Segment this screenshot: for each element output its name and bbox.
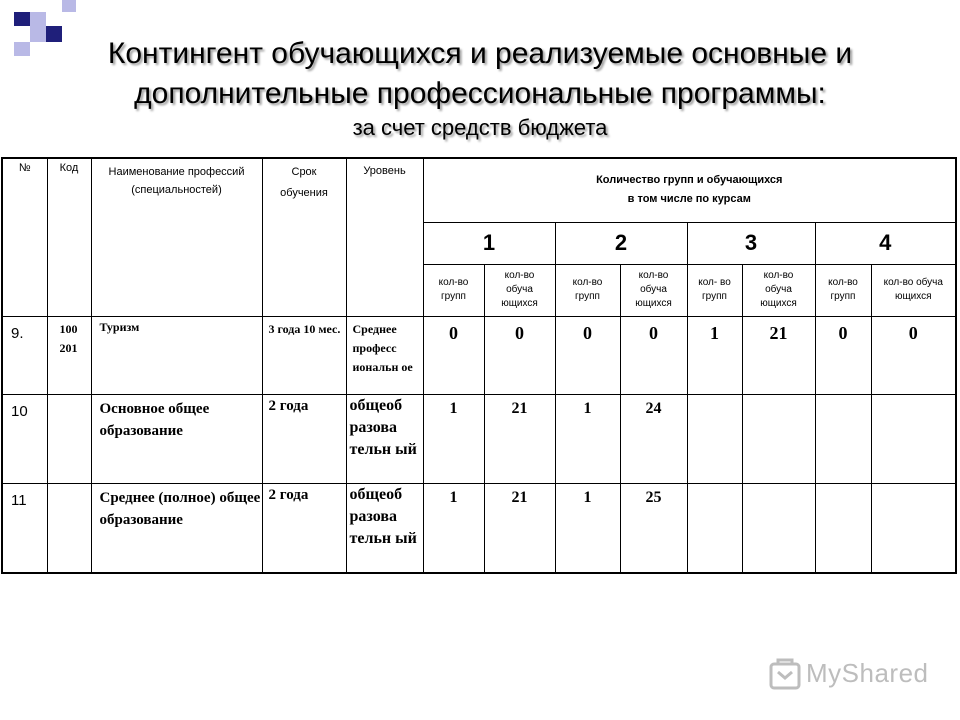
row-value bbox=[742, 394, 815, 483]
watermark-text: MyShared bbox=[806, 658, 929, 688]
header-code: Код bbox=[47, 158, 91, 316]
row-value bbox=[871, 483, 956, 573]
subheader-groups: кол-во групп bbox=[423, 264, 484, 316]
row-num: 11 bbox=[2, 483, 47, 573]
row-num: 9. bbox=[2, 316, 47, 394]
course-2: 2 bbox=[555, 222, 687, 264]
row-value: 25 bbox=[620, 483, 687, 573]
row-level: Среднее професс иональн ое bbox=[346, 316, 423, 394]
row-value: 21 bbox=[484, 483, 555, 573]
row-level: общеоб разова тельн ый bbox=[346, 483, 423, 573]
course-3: 3 bbox=[687, 222, 815, 264]
row-name: Основное общее образование bbox=[91, 394, 262, 483]
course-4: 4 bbox=[815, 222, 956, 264]
row-name: Туризм bbox=[91, 316, 262, 394]
header-level: Уровень bbox=[346, 158, 423, 316]
myshared-watermark bbox=[768, 656, 928, 696]
subheader-students: кол-во обуча ющихся bbox=[742, 264, 815, 316]
title-line-3: за счет средств бюджета bbox=[352, 115, 608, 140]
course-1: 1 bbox=[423, 222, 555, 264]
header-quantity-line1: Количество групп и обучающихся bbox=[596, 174, 783, 187]
row-value: 21 bbox=[742, 316, 815, 394]
row-value bbox=[815, 483, 871, 573]
row-code bbox=[47, 483, 91, 573]
row-value: 1 bbox=[423, 483, 484, 573]
row-duration: 2 года bbox=[262, 394, 346, 483]
row-name: Среднее (полное) общее образование bbox=[91, 483, 262, 573]
title-line-1: Контингент обучающихся и реализуемые основные и bbox=[107, 37, 853, 70]
row-value: 1 bbox=[555, 394, 620, 483]
slide-title bbox=[60, 34, 900, 142]
header-quantity-line2: в том числе по курсам bbox=[627, 193, 751, 206]
table-row bbox=[2, 316, 956, 394]
programs-table bbox=[1, 157, 957, 574]
row-duration: 3 года 10 мес. bbox=[262, 316, 346, 394]
subheader-students: кол-во обуча ющихся bbox=[620, 264, 687, 316]
row-value: 24 bbox=[620, 394, 687, 483]
row-value: 21 bbox=[484, 394, 555, 483]
row-value: 0 bbox=[815, 316, 871, 394]
row-value bbox=[871, 394, 956, 483]
table-row bbox=[2, 483, 956, 573]
subheader-groups: кол-во групп bbox=[555, 264, 620, 316]
subheader-students: кол-во обуча ющихся bbox=[871, 264, 956, 316]
row-code: 100 201 bbox=[47, 316, 91, 394]
row-duration: 2 года bbox=[262, 483, 346, 573]
row-value: 0 bbox=[620, 316, 687, 394]
row-level: общеоб разова тельн ый bbox=[346, 394, 423, 483]
subheader-groups: кол-во групп bbox=[815, 264, 871, 316]
table-row bbox=[2, 394, 956, 483]
row-value: 1 bbox=[423, 394, 484, 483]
subheader-students: кол-во обуча ющихся bbox=[484, 264, 555, 316]
title-line-2: дополнительные профессиональные программы: bbox=[134, 77, 826, 110]
row-num: 10 bbox=[2, 394, 47, 483]
header-num: № bbox=[2, 158, 47, 316]
row-value: 0 bbox=[555, 316, 620, 394]
row-value bbox=[742, 483, 815, 573]
row-value: 0 bbox=[871, 316, 956, 394]
row-value: 0 bbox=[423, 316, 484, 394]
subheader-groups: кол- во групп bbox=[687, 264, 742, 316]
row-value bbox=[687, 394, 742, 483]
row-code bbox=[47, 394, 91, 483]
row-value bbox=[687, 483, 742, 573]
row-value: 1 bbox=[555, 483, 620, 573]
header-duration: Срок обучения bbox=[262, 158, 346, 316]
row-value: 1 bbox=[687, 316, 742, 394]
header-name: Наименование профессий (специальностей) bbox=[91, 158, 262, 316]
header-quantity bbox=[423, 158, 956, 222]
row-value: 0 bbox=[484, 316, 555, 394]
row-value bbox=[815, 394, 871, 483]
